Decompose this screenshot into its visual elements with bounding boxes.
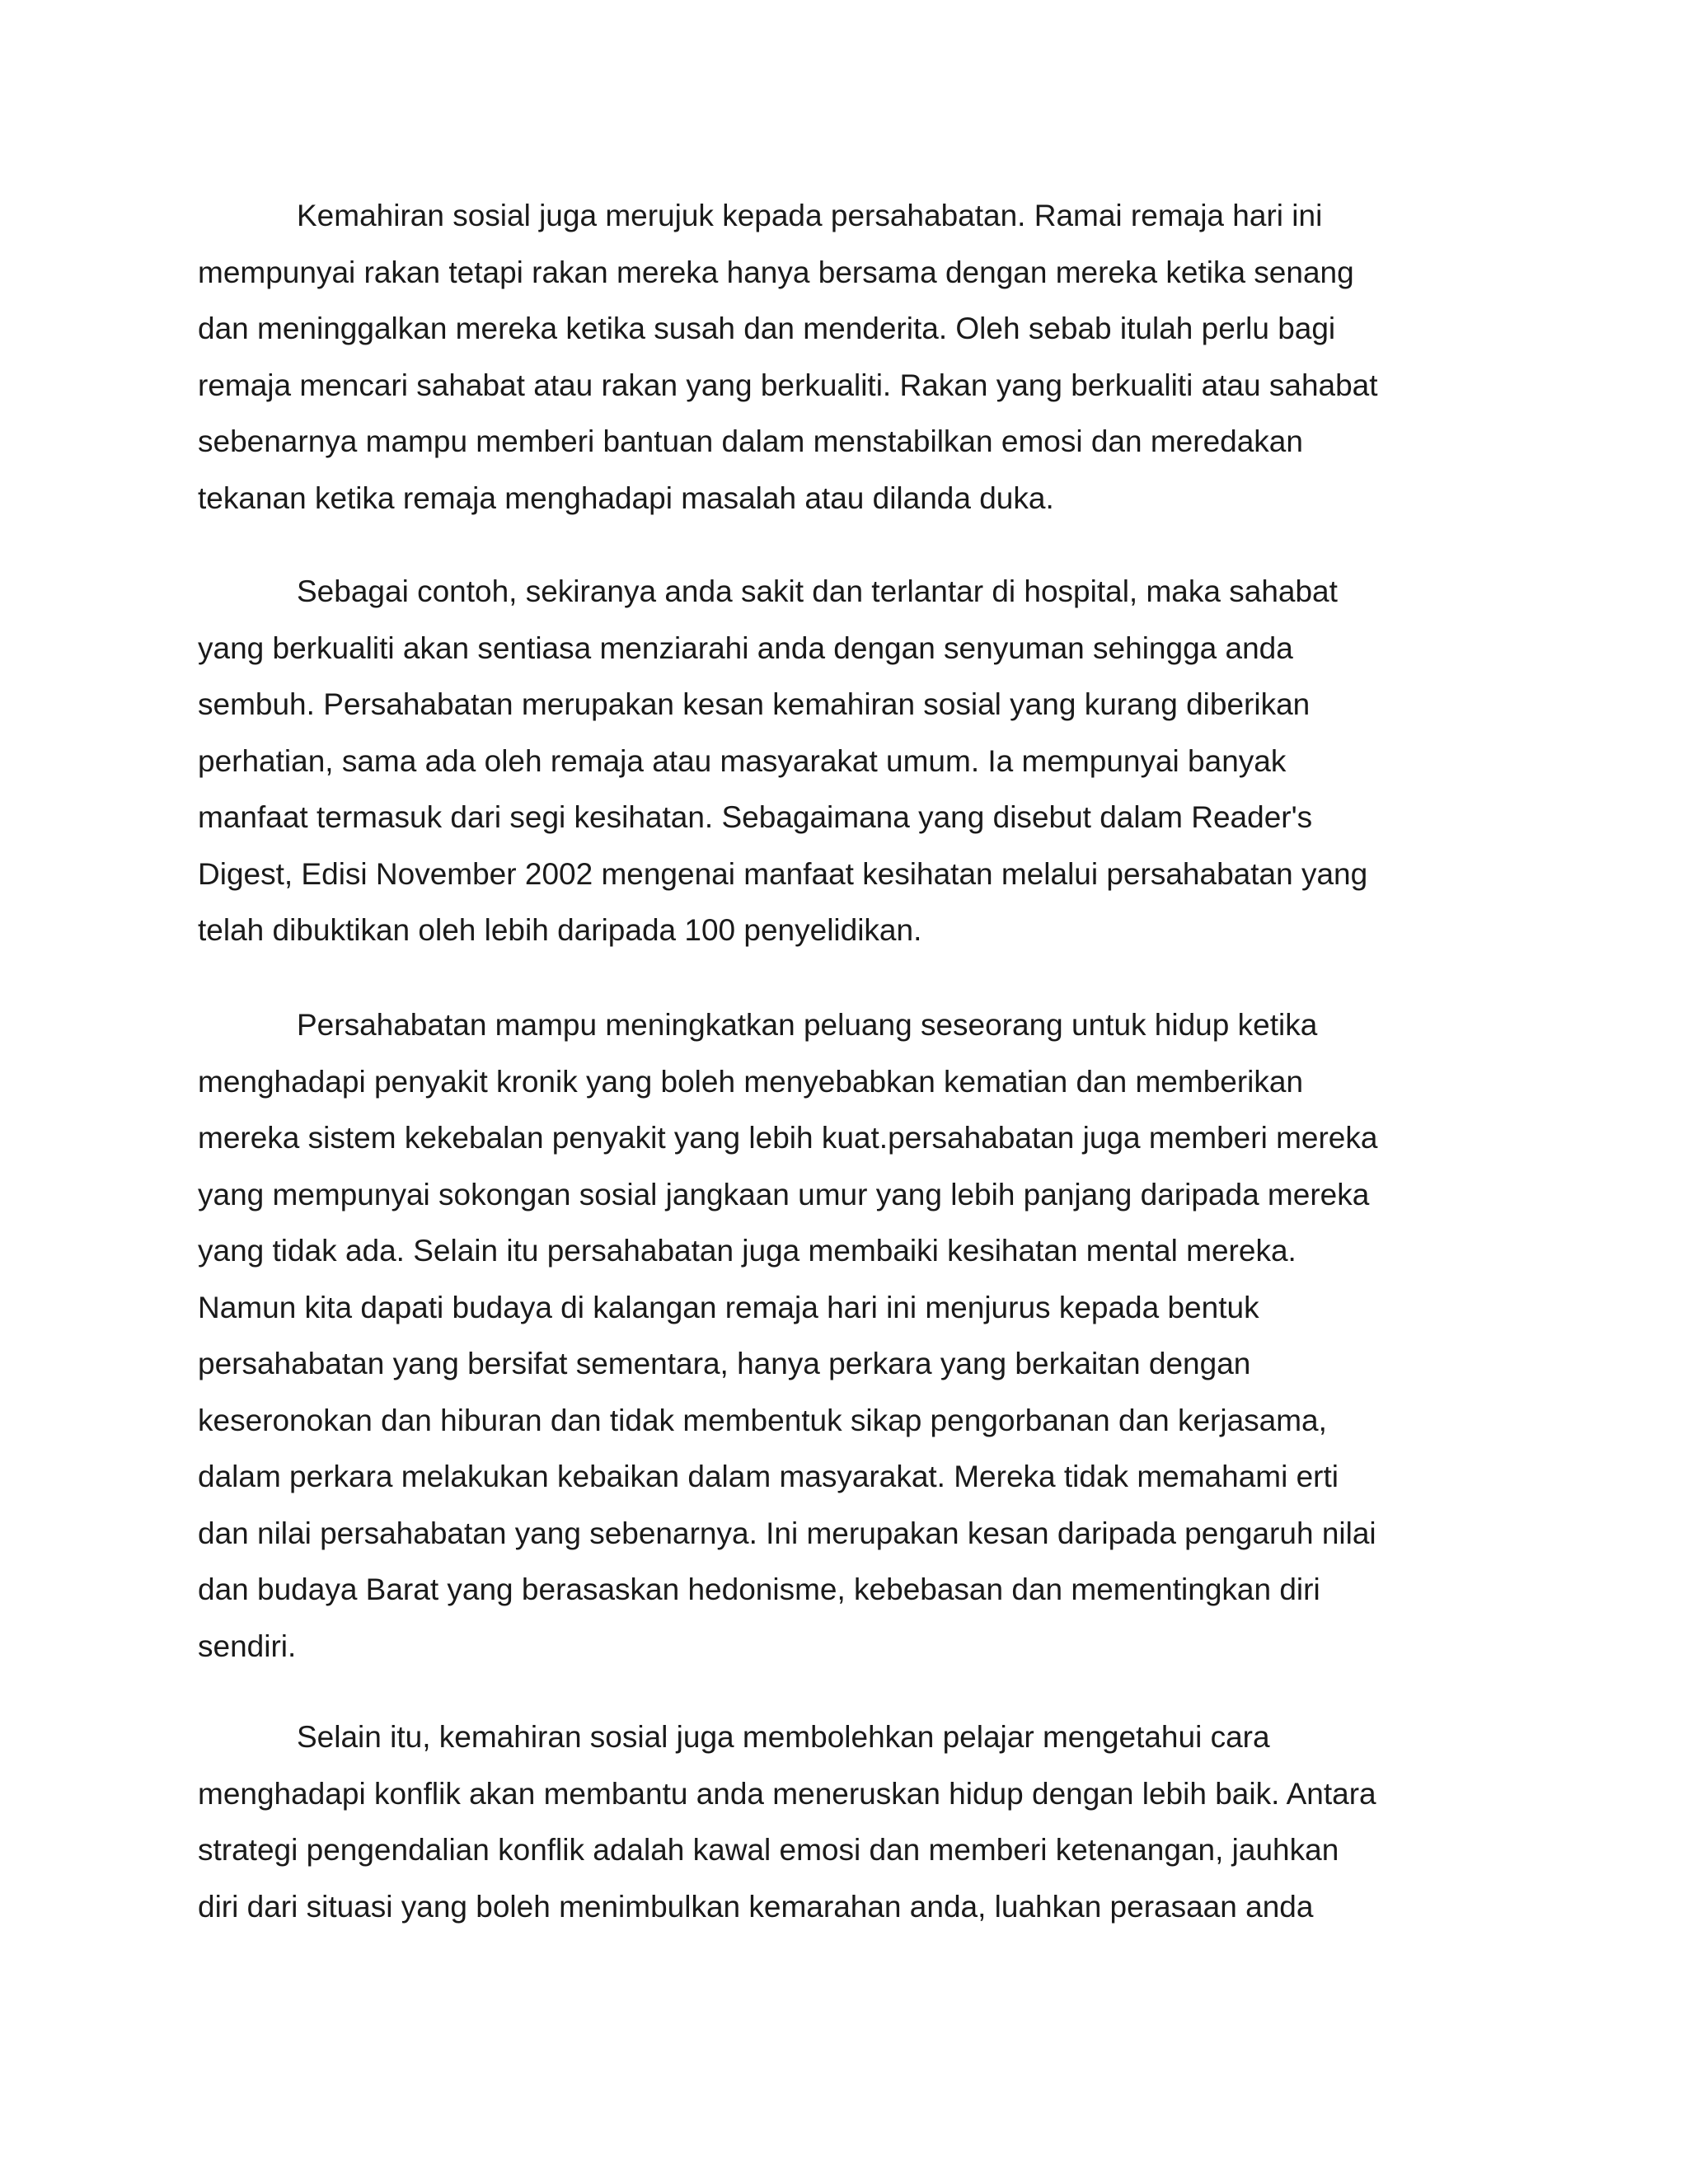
paragraph-2: [198, 564, 1484, 959]
text-line: remaja mencari sahabat atau rakan yang berkualiti. Rakan yang berkualiti atau sahabat: [198, 368, 1378, 402]
text-line: Selain itu, kemahiran sosial juga membolehkan pelajar mengetahui cara: [297, 1720, 1270, 1754]
text-line: yang berkualiti akan sentiasa menziarahi anda dengan senyuman sehingga anda: [198, 630, 1293, 665]
text-line: keseronokan dan hiburan dan tidak membentuk sikap pengorbanan dan kerjasama,: [198, 1403, 1327, 1437]
text-line: sebenarnya mampu memberi bantuan dalam menstabilkan emosi dan meredakan: [198, 424, 1303, 458]
text-line: Sebagai contoh, sekiranya anda sakit dan terlantar di hospital, maka sahabat: [297, 574, 1338, 608]
text-line: mereka sistem kekebalan penyakit yang lebih kuat.persahabatan juga memberi mereka: [198, 1121, 1378, 1155]
text-line: Namun kita dapati budaya di kalangan remaja hari ini menjurus kepada bentuk: [198, 1290, 1259, 1324]
text-line: sembuh. Persahabatan merupakan kesan kemahiran sosial yang kurang diberikan: [198, 687, 1311, 721]
text-line: dalam perkara melakukan kebaikan dalam masyarakat. Mereka tidak memahami erti: [198, 1460, 1339, 1493]
text-line: dan budaya Barat yang berasaskan hedonisme, kebebasan dan mementingkan diri: [198, 1572, 1320, 1606]
text-line: persahabatan yang bersifat sementara, hanya perkara yang berkaitan dengan: [198, 1347, 1251, 1380]
text-line: telah dibuktikan oleh lebih daripada 100 penyelidikan.: [198, 913, 922, 947]
paragraph-1: [198, 188, 1484, 527]
paragraph-4: [198, 1709, 1484, 1935]
text-line: menghadapi konflik akan membantu anda meneruskan hidup dengan lebih baik. Antara: [198, 1776, 1376, 1811]
text-line: yang tidak ada. Selain itu persahabatan juga membaiki kesihatan mental mereka.: [198, 1234, 1296, 1268]
text-line: mempunyai rakan tetapi rakan mereka hanya bersama dengan mereka ketika senang: [198, 255, 1354, 289]
paragraph-3: [198, 997, 1484, 1675]
text-line: Persahabatan mampu meningkatkan peluang seseorang untuk hidup ketika: [297, 1008, 1318, 1042]
text-line: diri dari situasi yang boleh menimbulkan kemarahan anda, luahkan perasaan anda: [198, 1889, 1314, 1924]
text-line: tekanan ketika remaja menghadapi masalah atau dilanda duka.: [198, 480, 1054, 515]
text-line: Digest, Edisi November 2002 mengenai manfaat kesihatan melalui persahabatan yang: [198, 856, 1368, 891]
text-line: dan nilai persahabatan yang sebenarnya. Ini merupakan kesan daripada pengaruh nilai: [198, 1516, 1376, 1550]
text-line: dan meninggalkan mereka ketika susah dan menderita. Oleh sebab itulah perlu bagi: [198, 312, 1336, 345]
text-line: yang mempunyai sokongan sosial jangkaan umur yang lebih panjang daripada mereka: [198, 1177, 1370, 1212]
text-line: perhatian, sama ada oleh remaja atau masyarakat umum. Ia mempunyai banyak: [198, 743, 1287, 778]
text-line: manfaat termasuk dari segi kesihatan. Sebagaimana yang disebut dalam Reader's: [198, 800, 1313, 834]
text-line: strategi pengendalian konflik adalah kawal emosi dan memberi ketenangan, jauhkan: [198, 1833, 1339, 1867]
text-line: Kemahiran sosial juga merujuk kepada persahabatan. Ramai remaja hari ini: [297, 199, 1323, 232]
text-line: sendiri.: [198, 1629, 297, 1663]
text-line: menghadapi penyakit kronik yang boleh menyebabkan kematian dan memberikan: [198, 1064, 1304, 1099]
